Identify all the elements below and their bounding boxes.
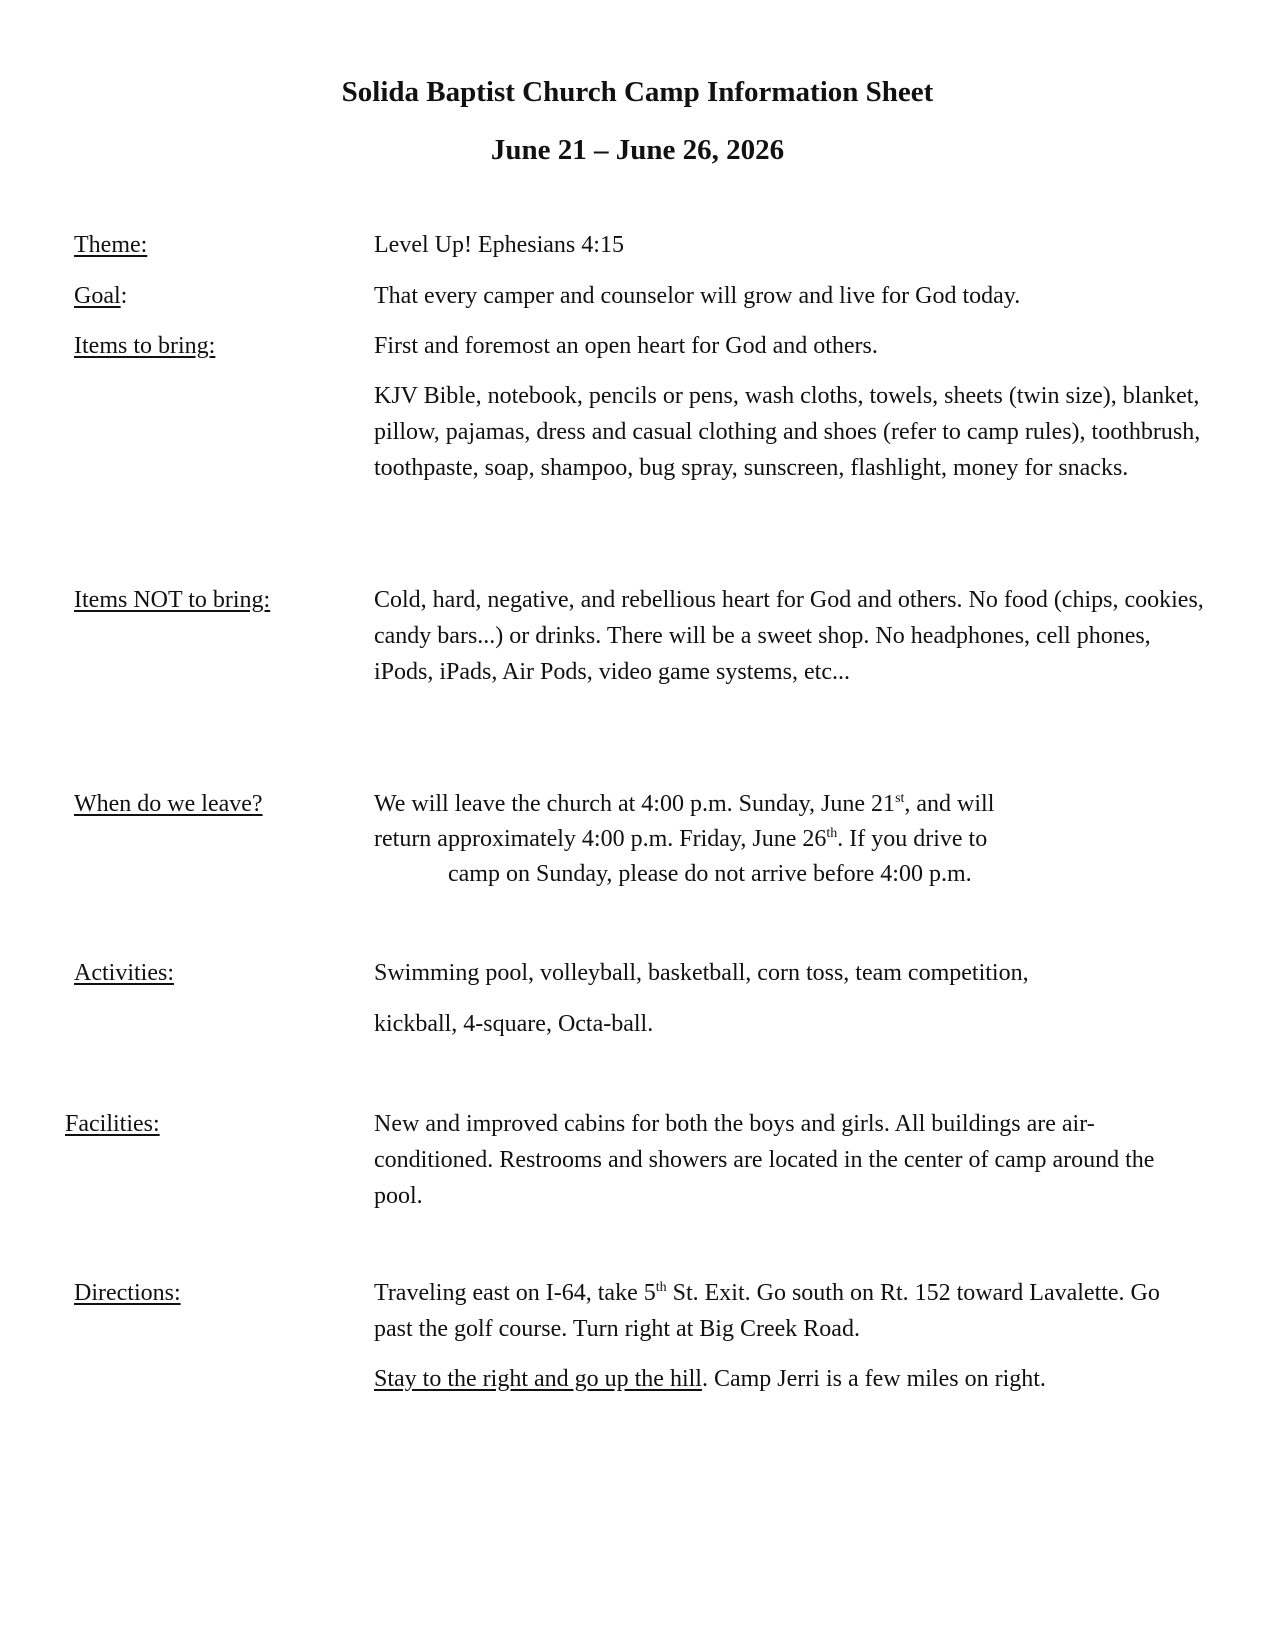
directions-underlined-text: Stay to the right and go up the hill	[374, 1366, 702, 1392]
goal-label-colon: :	[120, 283, 128, 309]
goal-text: That every camper and counselor will grow and live for God today.	[374, 283, 1021, 309]
directions-text-1	[374, 1275, 1204, 1347]
goal-label-text: Goal	[74, 283, 121, 309]
activities-line-1: Swimming pool, volleyball, basketball, corn toss, team competition,	[374, 960, 1029, 986]
items-to-bring-text-1: First and foremost an open heart for God and others.	[374, 333, 878, 359]
page-title: Solida Baptist Church Camp Information Sheet	[341, 76, 934, 108]
when-leave-line-1-tail: , and will	[904, 791, 995, 817]
directions-text-1-sup: th	[655, 1280, 667, 1295]
directions-text-1-start: Traveling east on I-64, take 5	[374, 1280, 656, 1306]
when-leave-line-2	[374, 821, 1204, 857]
when-leave-line-3: camp on Sunday, please do not arrive before 4:00 p.m.	[448, 861, 972, 887]
directions-text-2-rest: . Camp Jerri is a few miles on right.	[701, 1366, 1046, 1392]
when-leave-line-1-sup: st	[895, 791, 905, 806]
theme-label: Theme:	[74, 232, 148, 258]
when-leave-line-2-text: return approximately 4:00 p.m. Friday, June 26	[374, 826, 827, 852]
goal-label	[74, 278, 127, 314]
items-not-to-bring-label: Items NOT to bring:	[74, 587, 271, 613]
items-to-bring-label: Items to bring:	[74, 333, 216, 359]
when-leave-line-2-tail: . If you drive to	[837, 826, 988, 852]
when-leave-line-2-sup: th	[826, 826, 838, 841]
camp-dates: June 21 – June 26, 2026	[490, 134, 785, 166]
when-leave-line-1	[374, 786, 1204, 822]
when-leave-line-1-text: We will leave the church at 4:00 p.m. Sunday, June 21	[374, 791, 896, 817]
when-leave-label: When do we leave?	[74, 791, 263, 817]
items-to-bring-text-2: KJV Bible, notebook, pencils or pens, wash cloths, towels, sheets (twin size), blanket, pillow, pajamas, dress and casual clothing and shoes (refer to camp rules), toothbrush, toothpaste, soap, shampoo, bug spray, sunscreen, flashlight, money for snacks.	[374, 383, 1201, 481]
theme-text: Level Up! Ephesians 4:15	[374, 232, 624, 258]
directions-text-2	[374, 1361, 1204, 1397]
items-not-to-bring-text: Cold, hard, negative, and rebellious heart for God and others. No food (chips, cookies, candy bars...) or drinks. There will be a sweet shop. No headphones, cell phones, iPods, iPads, Air Pods, video game systems, etc...	[374, 587, 1204, 685]
facilities-label: Facilities:	[65, 1111, 160, 1137]
activities-line-2: kickball, 4-square, Octa-ball.	[374, 1011, 654, 1037]
activities-label: Activities:	[74, 960, 174, 986]
directions-text-1-rest: St. Exit. Go south on Rt. 152 toward Lavalette. Go past the golf course. Turn right at Big Creek Road.	[374, 1280, 1160, 1342]
facilities-text: New and improved cabins for both the boys and girls. All buildings are air-conditioned. Restrooms and showers are located in the center of camp around the pool.	[374, 1111, 1155, 1209]
directions-label: Directions:	[74, 1280, 181, 1306]
